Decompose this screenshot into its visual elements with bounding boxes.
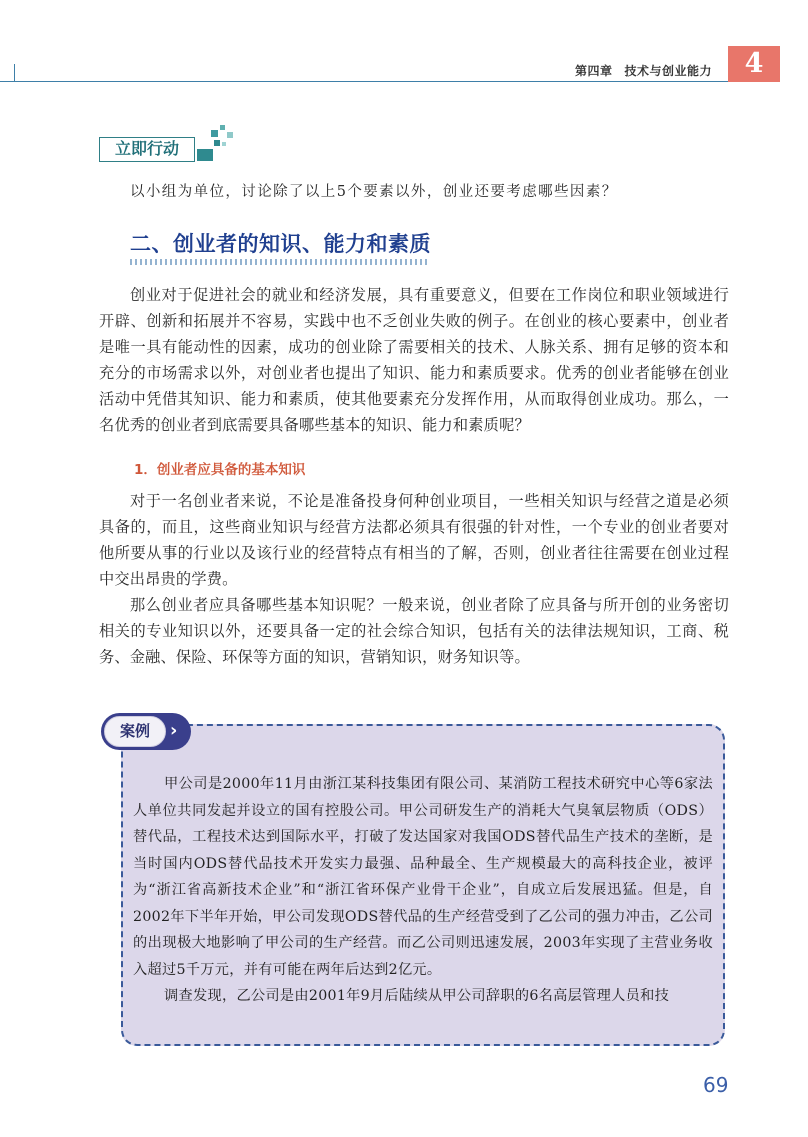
decor-square: [222, 142, 226, 146]
subsection-title: 1．创业者应具备的基本知识: [134, 462, 306, 478]
case-paragraph: 调查发现，乙公司是由2001年9月后陆续从甲公司辞职的6名高层管理人员和技: [164, 988, 670, 1004]
decor-square: [227, 132, 233, 138]
chapter-title: 技术与创业能力: [624, 64, 712, 78]
page-number: 69: [703, 1073, 729, 1097]
case-text: [133, 771, 713, 1010]
action-label: 立即行动: [114, 139, 179, 158]
section-paragraph: 创业对于促进社会的就业和经济发展，具有重要意义，但要在工作岗位和职业领域进行开辟、创新和拓展并不容易，实践中也不乏创业失败的例子。在创业的核心要素中，创业者是唯一具有能动性的因素，成功的创业除了需要相关的技术、人脉关系、拥有足够的资本和充分的市场需求以外，对创业者也提出了知识、能力和素质要求。优秀的创业者能够在创业活动中凭借其知识、能力和素质，使其他要素充分发挥作用，从而取得创业成功。那么，一名优秀的创业者到底需要具备哪些基本的知识、能力和素质呢？: [99, 286, 729, 434]
case-label: 案例: [119, 722, 150, 740]
header-tick: [14, 64, 15, 82]
header-rule: [0, 81, 728, 82]
case-paragraph: 甲公司是2000年11月由浙江某科技集团有限公司、某消防工程技术研究中心等6家法人单位共同发起并设立的国有控股公司。甲公司研发生产的消耗大气臭氧层物质（ODS）替代品，工程技术达到国际水平，打破了发达国家对我国ODS替代品生产技术的垄断，是当时国内ODS替代品技术开发实力最强、品种最全、生产规模最大的高科技企业，被评为“浙江省高新技术企业”和“浙江省环保产业骨干企业”，自成立后发展迅猛。但是，自2002年下半年开始，甲公司发现ODS替代品的生产经营受到了乙公司的强力冲击，乙公司的出现极大地影响了甲公司的生产经营。而乙公司则迅速发展，2003年实现了主营业务收入超过5千万元，并有可能在两年后达到2亿元。: [133, 776, 713, 978]
section-title: 二、创业者的知识、能力和素质: [130, 232, 431, 256]
decor-square: [214, 140, 220, 146]
section-title-underline: [130, 259, 428, 265]
chapter-label: 第四章: [574, 64, 613, 78]
chapter-number-tab: 4: [728, 46, 780, 82]
chevron-right-icon: ›: [170, 720, 178, 741]
subsection-paragraph: 那么创业者应具备哪些基本知识呢？一般来说，创业者除了应具备与所开创的业务密切相关的专业知识以外，还要具备一定的社会综合知识，包括有关的法律法规知识，工商、税务、金融、保险、环保等方面的知识，营销知识，财务知识等。: [99, 596, 729, 666]
action-prompt: 以小组为单位，讨论除了以上5个要素以外，创业还要考虑哪些因素？: [130, 184, 618, 200]
running-header: [575, 62, 712, 79]
action-decor-bar: [197, 149, 213, 161]
decor-square: [211, 130, 218, 137]
subsection-paragraph: 对于一名创业者来说，不论是准备投身何种创业项目，一些相关知识与经营之道是必须具备的，而且，这些商业知识与经营方法都必须具有很强的针对性，一个专业的创业者要对他所要从事的行业以及该行业的经营特点有相当的了解，否则，创业者往往需要在创业过程中交出昂贵的学费。: [99, 492, 729, 588]
action-box: [99, 137, 195, 162]
decor-square: [220, 125, 225, 130]
